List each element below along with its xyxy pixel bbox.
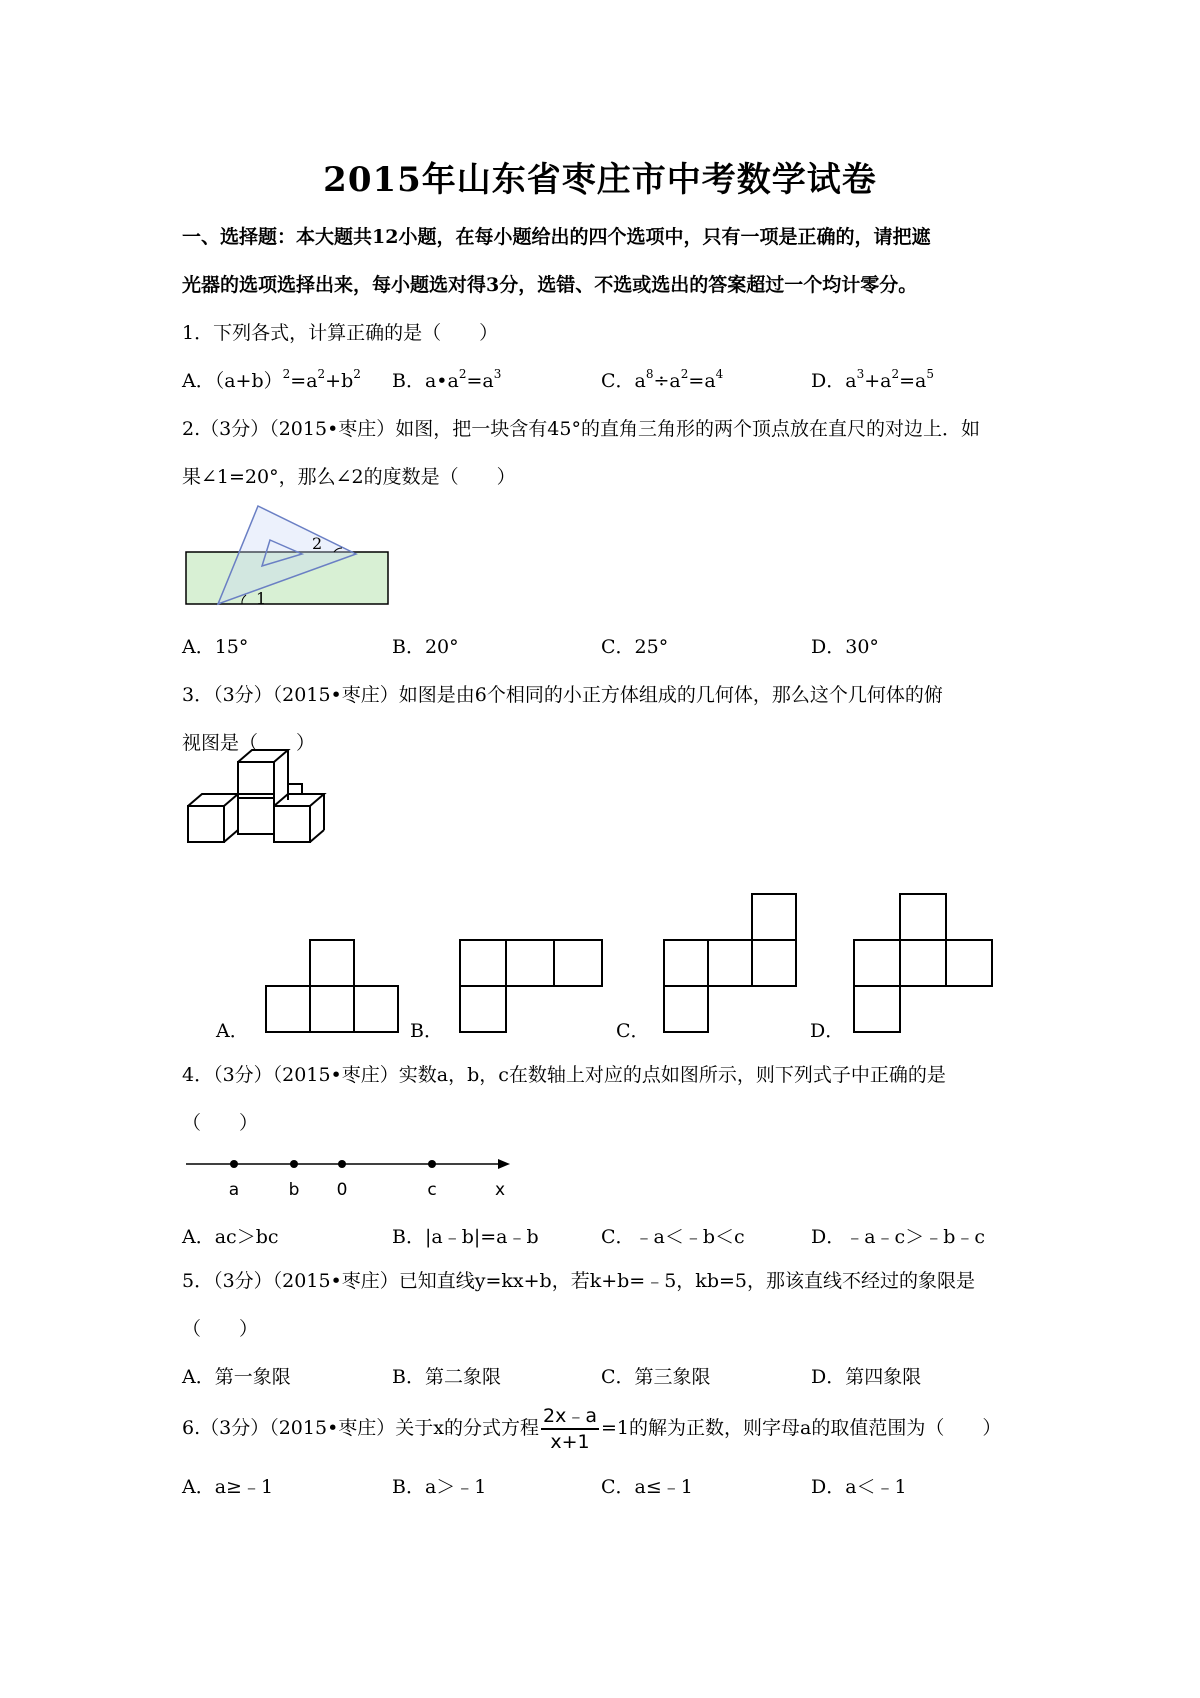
section-instructions-line2: 光器的选项选择出来，每小题选对得3分，选错、不选或选出的答案超过一个均计零分。	[182, 274, 918, 296]
q3-option-c-label: C．	[616, 1020, 650, 1042]
q3-stem-line1: 3．（3分）（2015•枣庄）如图是由6个相同的小正方体组成的几何体，那么这个几何体的俯	[182, 684, 943, 706]
q6-fraction	[541, 1404, 599, 1454]
q1-stem: 1．下列各式，计算正确的是（ ）	[182, 322, 499, 344]
q3-option-d-figure	[852, 892, 996, 1034]
axis-label-a: a	[228, 1180, 240, 1200]
q6-option-c: C．a≤﹣1	[601, 1476, 693, 1498]
section-instructions-line1: 一、选择题：本大题共12小题，在每小题给出的四个选项中，只有一项是正确的，请把遮	[182, 226, 931, 248]
point-b	[290, 1160, 298, 1168]
angle-1-label: 1	[256, 589, 267, 608]
q3-option-b-figure	[458, 938, 604, 1034]
q3-option-b-label: B．	[410, 1020, 443, 1042]
q5-stem-line1: 5．（3分）（2015•枣庄）已知直线y=kx+b，若k+b=﹣5，kb=5，那该直线不经过的象限是	[182, 1270, 975, 1292]
q6-option-a: A．a≥﹣1	[182, 1476, 274, 1498]
q3-option-d-label: D．	[810, 1020, 845, 1042]
q2-option-a: A．15°	[182, 636, 249, 658]
q3-option-a-label: A．	[216, 1020, 249, 1042]
q1-option-a: A．$(a+b)^2=a^2+b^2$	[182, 367, 361, 392]
q6-option-d: D．a＜﹣1	[811, 1476, 907, 1498]
q2-ruler-triangle-figure	[184, 504, 394, 608]
q3-option-c-figure	[660, 892, 800, 1034]
q3-option-a-figure	[262, 938, 402, 1034]
page-title: 2015年山东省枣庄市中考数学试卷	[323, 160, 877, 200]
q2-option-b: B．20°	[392, 636, 459, 658]
q1-option-b: B．$a•a^2=a^3$	[392, 367, 502, 392]
q4-option-a: A．ac＞bc	[182, 1226, 279, 1248]
q6-fraction-denominator: x+1	[550, 1431, 590, 1453]
q4-option-c: C．﹣a＜﹣b＜c	[601, 1226, 745, 1248]
q4-stem-line1: 4．（3分）（2015•枣庄）实数a，b，c在数轴上对应的点如图所示，则下列式子中正确的是	[182, 1064, 946, 1086]
q4-number-line	[184, 1152, 514, 1202]
q3-stem-line2: 视图是（ ）	[182, 732, 316, 754]
q2-option-d: D．30°	[811, 636, 879, 658]
axis-arrow	[498, 1159, 510, 1169]
q2-stem-line2: 果∠1=20°，那么∠2的度数是（ ）	[182, 466, 516, 488]
q4-option-d: D．﹣a﹣c＞﹣b﹣c	[811, 1226, 986, 1248]
q6-stem-post: =1的解为正数，则字母a的取值范围为（ ）	[600, 1417, 1002, 1439]
axis-label-0: 0	[336, 1180, 348, 1200]
q6-option-b: B．a＞﹣1	[392, 1476, 487, 1498]
q3-cube-solid-figure	[186, 770, 346, 880]
angle-2-label: 2	[312, 534, 323, 553]
q5-option-b: B．第二象限	[392, 1366, 501, 1388]
q2-option-c: C．25°	[601, 636, 669, 658]
q6-stem	[182, 1404, 1001, 1454]
q1-option-d: D．$a^3+a^2=a^5$	[811, 367, 934, 392]
q5-option-a: A．第一象限	[182, 1366, 291, 1388]
q6-fraction-numerator: 2x﹣a	[541, 1404, 599, 1430]
point-c	[428, 1160, 436, 1168]
q1-option-c: C．$a^8\div a^2=a^4$	[601, 367, 724, 392]
axis-label-c: c	[427, 1180, 437, 1200]
q6-stem-pre: 6.（3分）（2015•枣庄）关于x的分式方程	[182, 1417, 539, 1439]
q4-option-b: B．|a﹣b|=a﹣b	[392, 1226, 539, 1248]
axis-label-b: b	[288, 1180, 300, 1200]
q5-option-d: D．第四象限	[811, 1366, 922, 1388]
q4-stem-line2: （ ）	[182, 1112, 259, 1134]
point-0	[338, 1160, 346, 1168]
axis-label-x: x	[494, 1180, 506, 1200]
q5-stem-line2: （ ）	[182, 1318, 259, 1340]
point-a	[230, 1160, 238, 1168]
q5-option-c: C．第三象限	[601, 1366, 711, 1388]
q2-stem-line1: 2.（3分）（2015•枣庄）如图，把一块含有45°的直角三角形的两个顶点放在直尺的对边上．如	[182, 418, 980, 440]
